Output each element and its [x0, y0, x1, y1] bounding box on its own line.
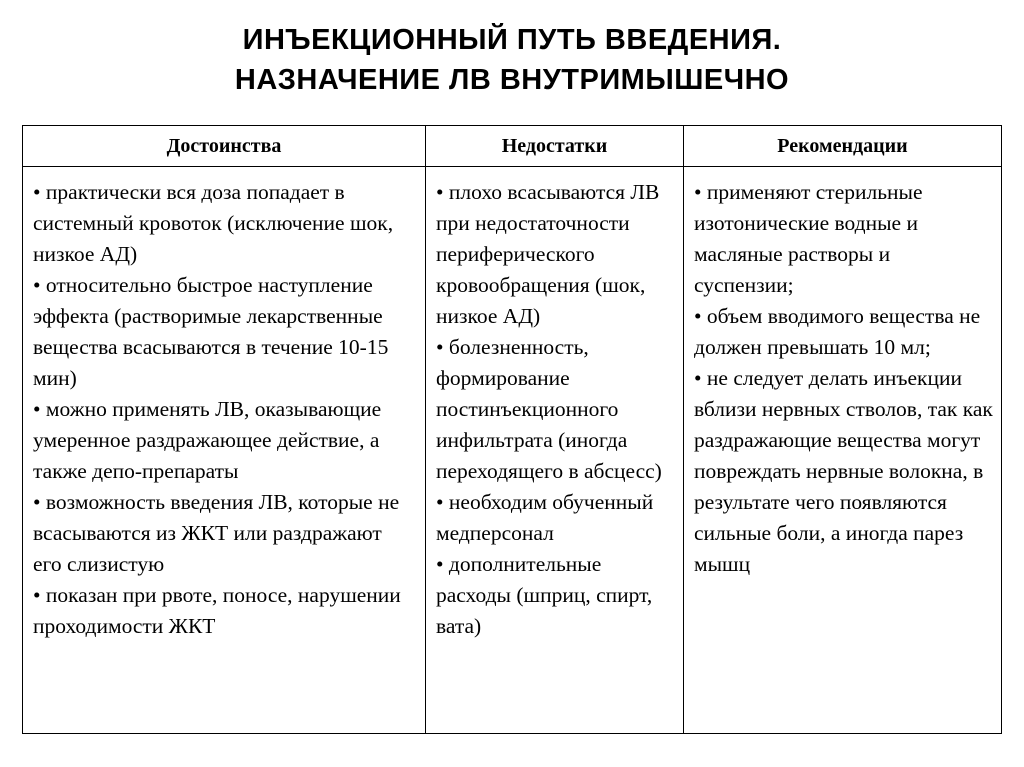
recommendation-item: • применяют стерильные изотонические водные и масляные растворы и суспензии;	[694, 180, 923, 297]
disadvantage-item: • плохо всасываются ЛВ при недостаточности периферического кровообращения (шок, низкое АД)	[436, 180, 660, 328]
advantage-item: • показан при рвоте, поносе, нарушении проходимости ЖКТ	[33, 583, 401, 638]
disadvantage-item: • необходим обученный медперсонал	[436, 490, 654, 545]
page-title-line-2: НАЗНАЧЕНИЕ ЛВ ВНУТРИМЫШЕЧНО	[234, 64, 790, 96]
table-header-row	[23, 126, 1002, 167]
header-recommendations: Рекомендации	[684, 126, 1002, 167]
header-disadvantages: Недостатки	[426, 126, 684, 167]
advantage-item: • относительно быстрое наступление эффекта (растворимые лекарственные вещества всасываются в течение 10-15 мин)	[33, 273, 389, 390]
advantage-item: • возможность введения ЛВ, которые не всасываются из ЖКТ или раздражают его слизистую	[33, 490, 400, 576]
table-row	[23, 167, 1002, 734]
header-advantages: Достоинства	[23, 126, 426, 167]
disadvantages-cell	[426, 167, 684, 734]
recommendation-item: • объем вводимого вещества не должен превышать 10 мл;	[694, 304, 981, 359]
recommendation-item: • не следует делать инъекции вблизи нервных стволов, так как раздражающие вещества могут повреждать нервные волокна, в результате чего появляются сильные боли, а иногда парез мышц	[694, 366, 993, 576]
page-title-line-1: ИНЪЕКЦИОННЫЙ ПУТЬ ВВЕДЕНИЯ.	[242, 24, 782, 56]
advantage-item: • практически вся доза попадает в системный кровоток (исключение шок, низкое АД)	[33, 180, 394, 266]
recommendations-cell	[684, 167, 1002, 734]
advantage-item: • можно применять ЛВ, оказывающие умеренное раздражающее действие, а также депо-препараты	[33, 397, 382, 483]
comparison-table	[22, 125, 1002, 734]
disadvantage-item: • дополнительные расходы (шприц, спирт, вата)	[436, 552, 653, 638]
disadvantage-item: • болезненность, формирование постинъекционного инфильтрата (иногда переходящего в абсцесс)	[436, 335, 662, 483]
advantages-cell	[23, 167, 426, 734]
